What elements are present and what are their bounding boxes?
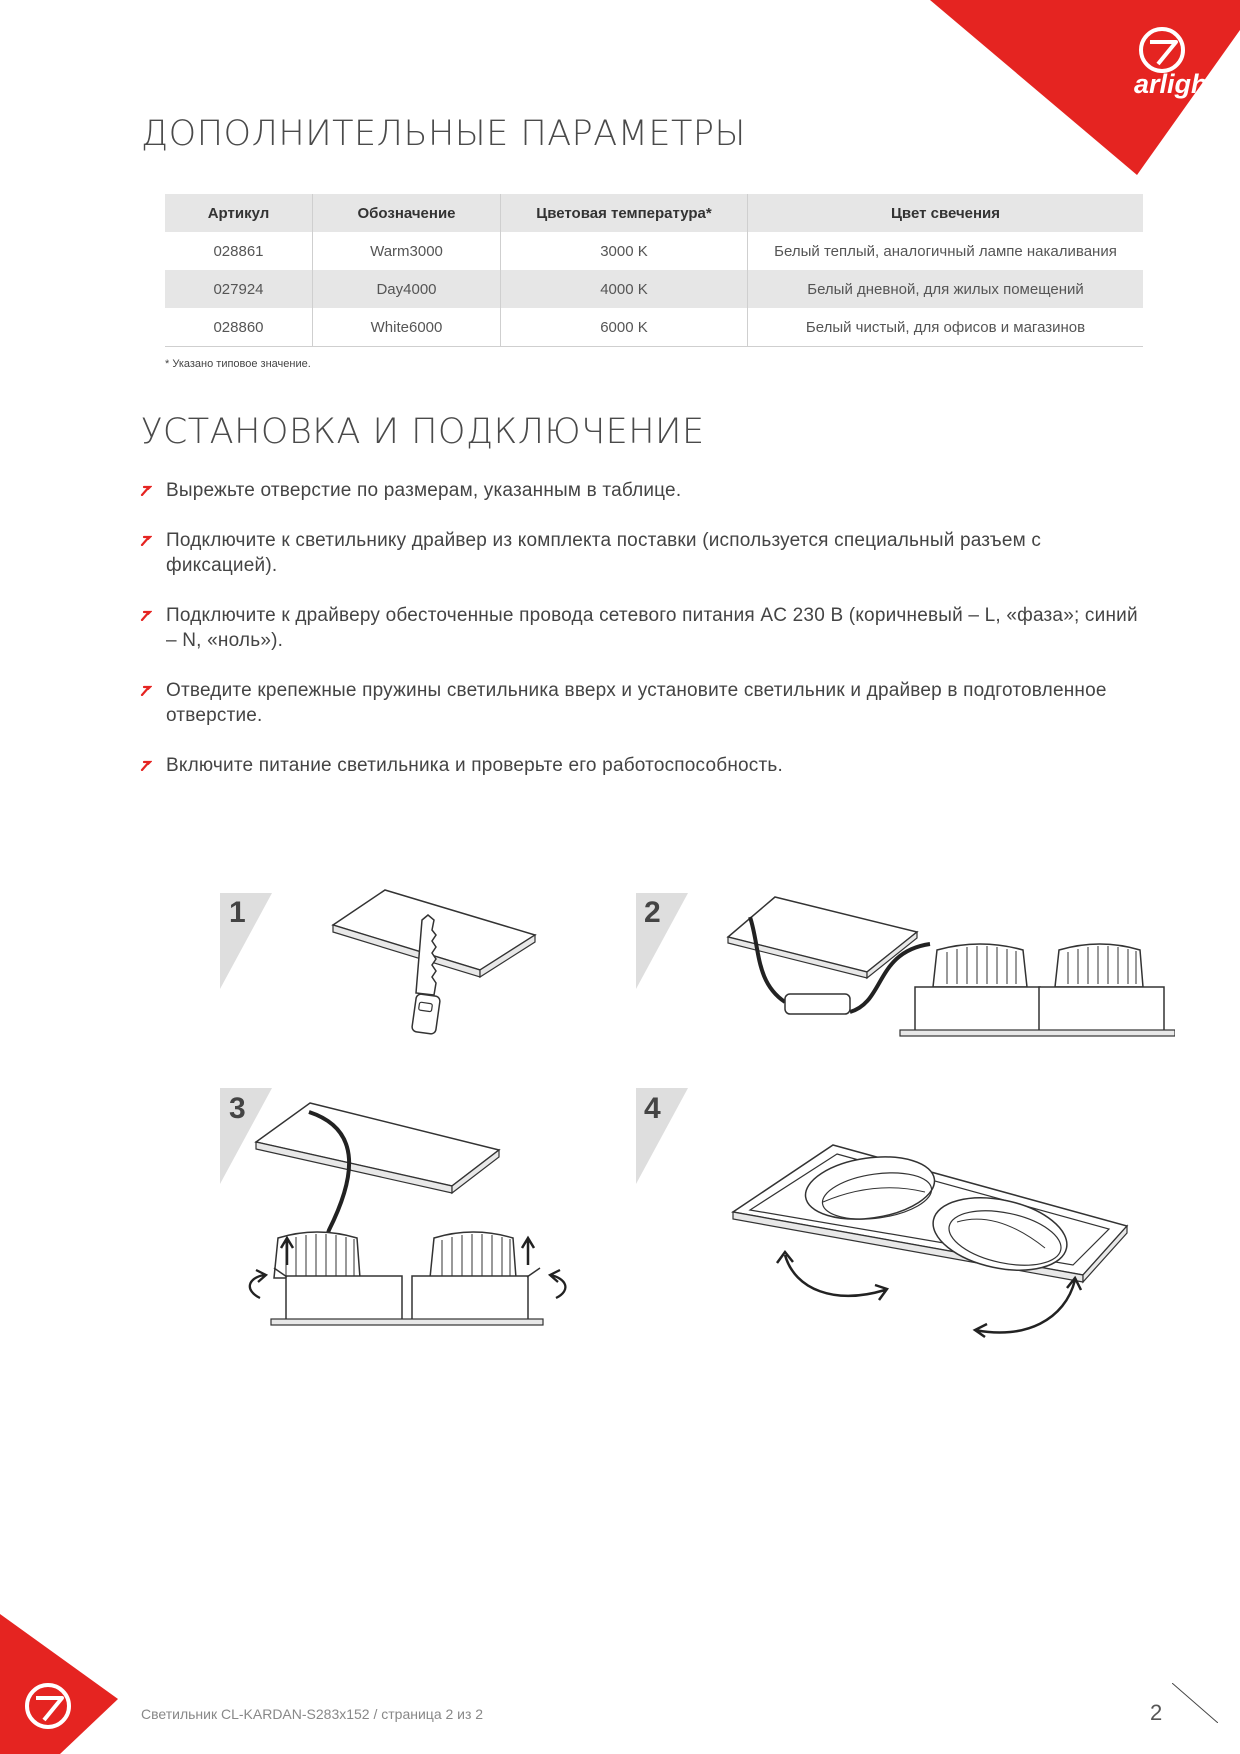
- list-item: [140, 678, 1150, 728]
- cell-designation: White6000: [313, 308, 501, 347]
- list-item: [140, 478, 1150, 503]
- driver-connection-illustration: [725, 892, 1175, 1040]
- arrow-bullet-icon: [140, 484, 152, 496]
- step-text: Подключите к драйверу обесточенные провода сетевого питания AC 230 В (коричневый – L, «фаза»; синий – N, «ноль»).: [166, 605, 1138, 651]
- section-title-installation: УСТАНОВКА И ПОДКЛЮЧЕНИЕ: [141, 412, 705, 452]
- page-corner-line: [1172, 1683, 1218, 1723]
- table-footnote: * Указано типовое значение.: [165, 358, 311, 370]
- cell-article: 028861: [213, 242, 264, 260]
- cell-light-color: Белый дневной, для жилых помещений: [748, 270, 1144, 308]
- list-item: [140, 528, 1150, 578]
- brand-corner-footer: [0, 1614, 118, 1754]
- col-header-light-color: Цвет свечения: [748, 194, 1144, 232]
- step-text: Вырежьте отверстие по размерам, указанным в таблице.: [166, 480, 682, 501]
- cell-designation: Day4000: [313, 270, 501, 308]
- col-header-article: Артикул: [165, 194, 313, 232]
- col-header-designation: Обозначение: [313, 194, 501, 232]
- arlight-logo-text: arlight: [1134, 69, 1217, 99]
- figure-number: 1: [229, 896, 246, 929]
- params-table: [165, 194, 1143, 347]
- cell-light-color: Белый теплый, аналогичный лампе накаливания: [748, 232, 1144, 270]
- cell-article: 027924: [165, 270, 313, 308]
- table-row: [165, 232, 1143, 270]
- table-row: [165, 308, 1143, 347]
- col-header-color-temp: Цветовая температура*: [501, 194, 748, 232]
- cell-color-temp: 3000 K: [501, 232, 748, 270]
- figure-number: 2: [644, 896, 661, 929]
- brand-corner-banner: [930, 0, 1240, 175]
- step-text: Включите питание светильника и проверьте его работоспособность.: [166, 755, 783, 776]
- list-item: [140, 753, 1150, 778]
- cell-article: 028860: [165, 308, 313, 347]
- arrow-bullet-icon: [140, 759, 152, 771]
- table-row: [165, 270, 1143, 308]
- figure-number: 3: [229, 1092, 246, 1125]
- cell-color-temp: 4000 K: [501, 270, 748, 308]
- footer-document-info: Светильник CL-KARDAN-S283x152 / страница 2 из 2: [141, 1706, 484, 1722]
- step-text: Подключите к светильнику драйвер из комплекта поставки (используется специальный разъем с фиксацией).: [166, 530, 1042, 576]
- section-title-additional-params: ДОПОЛНИТЕЛЬНЫЕ ПАРАМЕТРЫ: [141, 114, 746, 154]
- cell-designation: Warm3000: [313, 232, 501, 270]
- adjustable-lamps-illustration: [725, 1140, 1135, 1340]
- figure-number: 4: [644, 1092, 661, 1125]
- page-number: 2: [1150, 1700, 1163, 1725]
- saw-cutting-panel-illustration: [330, 885, 540, 1040]
- cell-color-temp: 6000 K: [501, 308, 748, 347]
- arrow-bullet-icon: [140, 609, 152, 621]
- list-item: [140, 603, 1150, 653]
- arrow-bullet-icon: [140, 534, 152, 546]
- cell-light-color: Белый чистый, для офисов и магазинов: [748, 308, 1144, 347]
- installation-steps-list: [140, 478, 1150, 803]
- arrow-bullet-icon: [140, 684, 152, 696]
- spring-installation-illustration: [244, 1100, 574, 1330]
- step-badge-bg: [220, 893, 272, 989]
- table-header-row: [165, 194, 1143, 232]
- step-text: Отведите крепежные пружины светильника вверх и установите светильник и драйвер в подготовленное отверстие.: [166, 680, 1107, 726]
